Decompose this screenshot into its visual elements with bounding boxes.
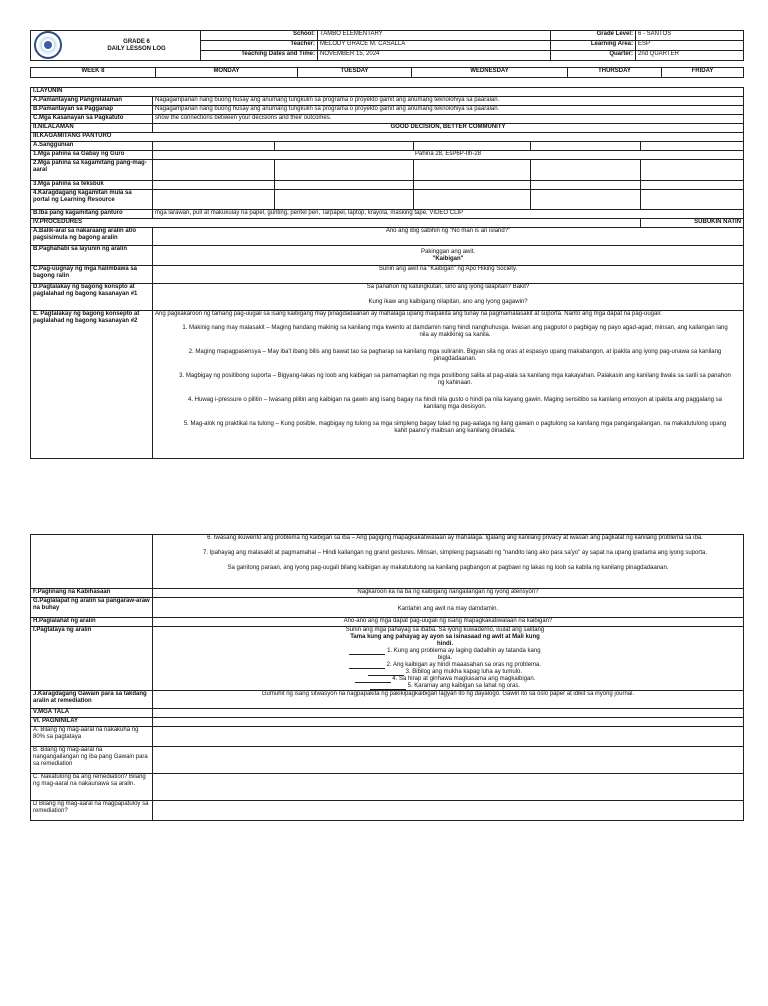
pagtalakay2-item-3: 3. Magbigay ng positibong suporta – Bigyang-lakas ng loob ang kaibigan sa pamamagitan ng mga positibong salita at pag-alala sa kanilang mga kakayahan. Palakasin ang kanilang tiwala sa sarili sa panahon ng kahinaan. <box>179 373 731 386</box>
day-tuesday: TUESDAY <box>298 68 412 78</box>
kagamitang-aaral-label: 2.Mga pahina sa kagamitang pang-mag-aaral <box>31 160 153 181</box>
header-table <box>30 30 744 61</box>
pagtataya-item-1-text: 1. Kung ang problema ay laging dadalhin ay tatanda kang bigla. <box>387 648 541 661</box>
grade-level-value: 6 - SANTOS <box>636 31 744 41</box>
cell <box>275 160 414 181</box>
answer-blank <box>349 649 385 655</box>
cell <box>641 181 744 190</box>
quarter-label: Quarter: <box>551 51 636 61</box>
pagtalakay2-item-1: 1. Makinig nang may malasakit – Maging handang makinig sa kanilang mga kwento at damdamin nang hindi nanghuhusga. Iwasan ang pagputol o pagbigay ng payo agad-agad; minsan, ang kailangan lang nila ay makikinig sa kanila. <box>182 325 728 338</box>
cell <box>641 160 744 181</box>
cell <box>275 181 414 190</box>
paglalapat-label: G.Paglalapat ng aralin sa pangaraw-araw na buhay <box>31 598 153 618</box>
pagninilay-c-label: C. Nakatulong ba ang remediation? Bilang ng mag-aaral na nakaunawa sa aralin. <box>31 774 153 801</box>
pagtataya-content <box>345 627 545 690</box>
pagtataya-item-3-text: 3. Bibilog ang mukha kapag luha ay tumulo. <box>405 669 523 675</box>
log-title: DAILY LESSON LOG <box>107 45 166 52</box>
cell <box>414 190 531 210</box>
karagdagang-gawain-text: Gumuhit ng isang sitwasyon na nagpapakita ng pakikipagkaibigan lagyan ito ng dayalogo. Gawin ito sa oslo paper at idikit sa inyong journal. <box>153 691 744 709</box>
iba-pang-kagamitan-text: mga larawan, pulI at makukulay na papel, gunting, pentel pen, Tarpapel, laptop, krayola, masking tape, VIDEO CLIP <box>153 210 744 219</box>
pagtalakay1-cell <box>153 284 744 311</box>
kasanayan-label: C.Mga Kasanayan sa Pagkatuto <box>31 115 153 124</box>
pagtalakay1-question1: Sa panahon ng kalungkutan, sino ang iyong lalapitan? Bakit? <box>366 284 530 290</box>
pagtataya-item-5-text: 5. Karamay ang kaibigan sa lahat ng oras. <box>407 683 521 689</box>
subukin-natin: SUBUKIN NATIN <box>641 219 744 228</box>
paghahabi-text: Pakinggan ang awit. <box>421 249 476 255</box>
cell <box>153 190 275 210</box>
pagtalakay2-item-7: 7. Ipahayag ang malasakit at pagmamahal – Hindi kailangan ng grand gestures. Minsan, simpleng pagsasabi ng "nandito lang ako para sa'yo" ay sapat na upang ipadama ang iyong suporta. <box>202 550 708 556</box>
teksbuk-label: 3.Mga pahina sa teksbuk <box>31 181 153 190</box>
pagtalakay2-cell <box>153 311 744 459</box>
kagamitan-heading: III.KAGAMITANG PANTURO <box>31 133 744 142</box>
pagninilay-a-label: A. Bilang ng mag-aaral na nakakuha ng 80% sa pagtataya <box>31 727 153 747</box>
gabay-guro-label: 1.Mga pahina sa Gabay ng Guro <box>31 151 153 160</box>
pagninilay-label: VI. PAGNINILAY <box>31 718 153 727</box>
pagtataya-item-2 <box>345 662 545 669</box>
lesson-table-page2 <box>30 534 744 821</box>
pagninilay-a-cell <box>153 727 744 747</box>
pagtataya-instruction-1: Suriin ang mga pahayag sa ibaba. Sa iyong kuwaderno, isulat ang salitang <box>345 627 545 633</box>
cell <box>531 142 641 151</box>
cell <box>153 160 275 181</box>
pagninilay-c-cell <box>153 774 744 801</box>
paguugnay-text: Suriin ang awit na "Kaibigan" ng Apo Hiking Society. <box>153 266 744 284</box>
day-friday: FRIDAY <box>662 68 744 78</box>
pagtataya-item-4 <box>345 676 545 683</box>
cell <box>641 190 744 210</box>
pagninilay-d-cell <box>153 801 744 821</box>
balik-aral-label: A.Balik-aral sa nakaraang aralin at/o pagsisimula ng bagong aralin <box>31 228 153 246</box>
cell <box>414 181 531 190</box>
pagtalakay2-outro: Sa ganitong paraan, ang iyong pag-uugali bilang kaibigan ay makatutulong sa kanilang pagbangon at pagbawi ng lakas ng loob sa kabila ng kanilang pinagdadaanan. <box>227 565 669 571</box>
cell <box>275 190 414 210</box>
pagninilay-b-label: B. Bilang ng mag-aaral na nangangailangan ng iba pang Gawain para sa remediation <box>31 747 153 774</box>
pagtataya-cell <box>153 627 744 691</box>
paglalahat-text: Ano-ano ang mga dapat pag-uugali ng isang mapagkakatiwalaan na kaibigan? <box>153 618 744 627</box>
balik-aral-text: Ano ang ibig sabihin ng "No man is an island?" <box>153 228 744 246</box>
pagtalakay2-intro: Ang pagkakaroon ng tamang pag-uugali sa isang kaibigang may pinagdadaanan ay mahalaga upang maipakita ang tunay na pagmamalasakit at suporta. Narito ang mga dapat na pag-uugali: <box>155 311 662 317</box>
answer-blank <box>370 684 406 690</box>
sanggunian-label: A.Sanggunian <box>31 142 153 151</box>
continuation-label-cell <box>31 535 153 589</box>
day-monday: MONDAY <box>156 68 298 78</box>
school-label: School: <box>201 31 318 41</box>
cell <box>414 160 531 181</box>
cell <box>531 181 641 190</box>
pagtalakay1-question2: Kung ikaw ang kaibigang nilapitan, ano ang iyong gagawin? <box>368 299 528 305</box>
paglalapat-text: Kantahin ang awit na may damdamin. <box>153 598 744 618</box>
kasanayan-text: show the connections between your decisions and their outcomes. <box>153 115 744 124</box>
week-row-table <box>30 67 744 78</box>
pagtalakay1-label: D.Pagtalakay ng bagong konspto at paglalahad ng bagong kasanayan #1 <box>31 284 153 311</box>
area-label: Learning Area: <box>551 41 636 51</box>
grade-title: GRADE 6 <box>123 38 150 45</box>
paglinang-text: Nagkaroon ka na ba ng kaibigang nangailangan ng iyong atensyon? <box>153 589 744 598</box>
nilalaman-label: II.NILALAMAN <box>31 124 153 133</box>
pagtataya-item-2-text: 2. Ang kaibigan ay hindi maaasahan sa oras ng problema. <box>386 662 542 668</box>
day-thursday: THURSDAY <box>568 68 662 78</box>
cell <box>275 142 414 151</box>
pamantayang-text: Nagagampanan nang buong husay ang anumang tungkulin sa programa o proyekto gamit ang anumang teknolohiya sa paaralan. <box>153 97 744 106</box>
iba-pang-kagamitan-label: B.Iba pang kagamitang panturo <box>31 210 153 219</box>
teacher-label: Teacher: <box>201 41 318 51</box>
week-label: WEEK 8 <box>31 68 156 78</box>
dates-value: NOVEMBER 15, 2024 <box>318 51 551 61</box>
pagninilay-d-label: D Bilang ng mag-aaral na magpapatuloy sa remediation? <box>31 801 153 821</box>
paghahabi-song: "Kaibigan" <box>432 256 464 262</box>
paghahabi-label: B.Paghahabi sa layunin ng aralin <box>31 246 153 266</box>
cell <box>531 190 641 210</box>
pamantayang-label: A.Pamantayang Pangnilalaman <box>31 97 153 106</box>
pagtalakay2-item-5: 5. Mag-alok ng praktikal na tulong – Kung posible, magbigay ng tulong sa mga simpleng bagay tulad ng pag-aalaga ng ilang gawain o pagtulong sa kanilang mga pangangailangan, na makatutulong upang kahit paano'y maibsan ang kanilang dinadala. <box>183 421 727 434</box>
pagninilay-cell <box>153 718 744 727</box>
cell <box>153 181 275 190</box>
pagtataya-label: I.Pagtataya ng aralin <box>31 627 153 691</box>
pagganap-label: B.Pamantayan sa Pagganap <box>31 106 153 115</box>
pagtataya-item-1 <box>345 648 545 662</box>
cell <box>414 142 531 151</box>
cell <box>153 142 275 151</box>
pagtalakay2-item-2: 2. Maging mapagpasensya – May iba't ibang bilis ang bawat tao sa pagharap sa kanilang mga suliranin. Bigyan sila ng oras at espasyo upang makabangon, at ipakita ang iyong pag-unawa sa kanilang pinagdadaanan. <box>188 349 722 362</box>
pagtataya-item-4-text: 4. Sa hirap at ginhawa magkasama ang magkaibigan. <box>392 676 536 682</box>
procedures-heading: IV.PROCEDURES <box>31 219 641 228</box>
lesson-table-page1 <box>30 87 744 459</box>
pagtalakay2-item-6: 6. Iwasang ikuwento ang problema ng kaibigan sa iba – Ang pagiging mapagkakatiwalaan ay mahalaga. Igalang ang kanilang privacy at iwasan ang pagkalat ng kanilang problema sa iba. <box>207 535 703 541</box>
cell <box>641 142 744 151</box>
dates-label: Teaching Dates and Time: <box>201 51 318 61</box>
area-value: ESP <box>636 41 744 51</box>
nilalaman-text: GOOD DECISION, BETTER COMMUNITY <box>153 124 744 133</box>
mga-tala-label: V.MGA TALA <box>31 709 153 718</box>
cell <box>531 160 641 181</box>
quarter-value: 2nd QUARTER <box>636 51 744 61</box>
pagtataya-item-5 <box>345 683 545 690</box>
pagtalakay2-item-4: 4. Huwag i-pressure o pilitin – Iwasang pilitin ang kaibigan na gawin ang isang bagay na hindi nila gusto o hindi pa nila kayang gawin. Maging sensitibo sa kanilang emosyon at ipakita ang paggalang sa kanilang mga desisyon. <box>188 397 723 410</box>
paglalahat-label: H.Paglalahat ng aralin <box>31 618 153 627</box>
pagtataya-item-3 <box>345 669 545 676</box>
lr-portal-label: 4.Karagdagang kagamitan mula sa portal ng Learning Resource <box>31 190 153 210</box>
grade-level-label: Grade Level: <box>551 31 636 41</box>
gabay-guro-text: Pahina 28, EsP6P-IIh-28 <box>153 151 744 160</box>
pagtalakay2-label: E. Pagtalakay ng bagong konsepto at paglalahad ng bagong kasanayan #2 <box>31 311 153 459</box>
grade-title-cell <box>31 31 201 61</box>
teacher-value: MELODY GRACE M. CASALLA <box>318 41 551 51</box>
pagtataya-instruction-2: Tama kung ang pahayag ay ayon sa isinasaad ng awit at Mali kung hindi. <box>350 634 540 647</box>
day-wednesday: WEDNESDAY <box>412 68 568 78</box>
paghahabi-cell <box>153 246 744 266</box>
mga-tala-cell <box>153 709 744 718</box>
karagdagang-gawain-label: J.Karagdagang Gawain para sa takdang aralin at remediation <box>31 691 153 709</box>
pagtalakay2-continued-cell <box>153 535 744 589</box>
layunin-heading: I.LAYUNIN <box>31 88 744 97</box>
school-value: TAMBO ELEMENTARY <box>318 31 551 41</box>
pagganap-text: Nagagampanan nang buong husay ang anumang tungkulin sa programa o proyekto gamit ang anumang teknolohiya sa paaralan. <box>153 106 744 115</box>
paguugnay-label: C.Pag-uugnay ng mga halimbawa sa bagong ralin <box>31 266 153 284</box>
paglinang-label: F.Paglinang na Kabihasaan <box>31 589 153 598</box>
pagninilay-b-cell <box>153 747 744 774</box>
